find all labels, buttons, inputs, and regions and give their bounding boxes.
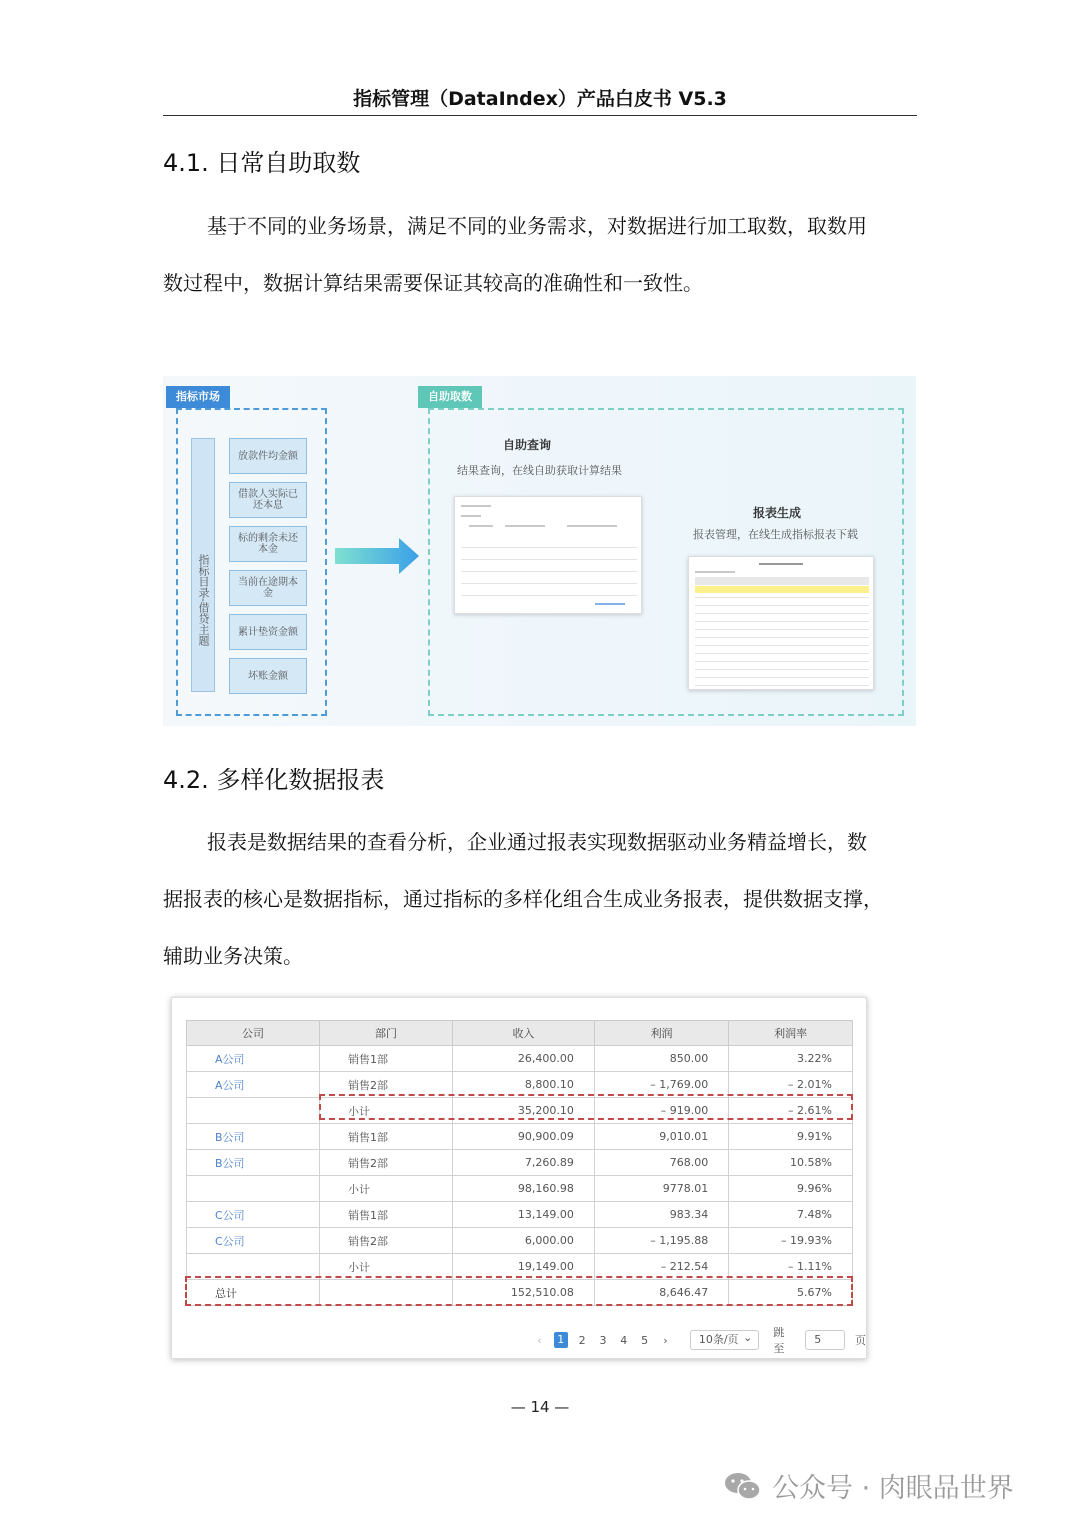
table-cell: 9778.01 xyxy=(594,1176,728,1202)
section-heading-4-1: 4.1. 日常自助取数 xyxy=(163,149,361,177)
table-cell: 35,200.10 xyxy=(453,1098,595,1124)
table-cell: 768.00 xyxy=(594,1150,728,1176)
market-tag: 指标市场 xyxy=(166,386,230,408)
table-cell: 销售2部 xyxy=(320,1228,453,1254)
table-cell: 销售1部 xyxy=(320,1202,453,1228)
table-cell: 3.22% xyxy=(729,1046,853,1072)
table-cell: – 1,769.00 xyxy=(594,1072,728,1098)
page-button-3[interactable]: 3 xyxy=(599,1333,607,1347)
para-line: 基于不同的业务场景，满足不同的业务需求，对数据进行加工取数，取数用 xyxy=(207,214,867,238)
wechat-icon xyxy=(724,1471,762,1501)
section-4-2-paragraph xyxy=(163,814,917,985)
para-line: 数过程中，数据计算结果需要保证其较高的准确性和一致性。 xyxy=(163,271,703,295)
total-highlight-box xyxy=(185,1276,853,1306)
page-button-5[interactable]: 5 xyxy=(641,1333,649,1347)
metric-box: 放款件均金额 xyxy=(229,438,307,474)
jump-page-input[interactable]: 5 xyxy=(805,1330,845,1350)
table-cell: 19,149.00 xyxy=(453,1254,595,1280)
para-line: 辅助业务决策。 xyxy=(163,944,303,968)
table-cell: 小计 xyxy=(320,1176,453,1202)
table-cell: 983.34 xyxy=(594,1202,728,1228)
table-cell: 90,900.09 xyxy=(453,1124,595,1150)
page-size-select[interactable]: 10条/页 ⌄ xyxy=(690,1330,760,1350)
table-cell xyxy=(187,1098,320,1124)
column-header: 公司 xyxy=(187,1021,320,1046)
table-cell: – 1,195.88 xyxy=(594,1228,728,1254)
table-cell: 5.67% xyxy=(729,1280,853,1306)
table-cell: – 919.00 xyxy=(594,1098,728,1124)
table-cell: C公司 xyxy=(187,1228,320,1254)
table-cell: 6,000.00 xyxy=(453,1228,595,1254)
table-cell: 9.96% xyxy=(729,1176,853,1202)
table-cell: – 2.01% xyxy=(729,1072,853,1098)
table-cell: 152,510.08 xyxy=(453,1280,595,1306)
table-cell: – 212.54 xyxy=(594,1254,728,1280)
table-cell: 8,800.10 xyxy=(453,1072,595,1098)
jump-label: 跳至 xyxy=(773,1326,785,1355)
page-button-4[interactable]: 4 xyxy=(620,1333,628,1347)
table-cell: 小计 xyxy=(320,1098,453,1124)
header-divider xyxy=(163,115,917,116)
table-cell: 7.48% xyxy=(729,1202,853,1228)
table-cell xyxy=(187,1176,320,1202)
query-screenshot-thumbnail xyxy=(454,496,642,614)
report-desc: 报表管理，在线生成指标报表下载 xyxy=(693,528,858,541)
table-cell: B公司 xyxy=(187,1124,320,1150)
right-arrow-icon xyxy=(335,538,419,574)
page-button-1[interactable]: 1 xyxy=(554,1332,568,1348)
subtotal-highlight-box xyxy=(319,1094,853,1120)
table-header-row xyxy=(187,1021,853,1046)
table-cell: – 1.11% xyxy=(729,1254,853,1280)
watermark xyxy=(724,1466,1014,1505)
report-title: 报表生成 xyxy=(753,506,802,520)
para-line: 据报表的核心是数据指标，通过指标的多样化组合生成业务报表，提供数据支撑， xyxy=(163,887,883,911)
metric-box: 借款人实际已还本息 xyxy=(229,482,307,518)
table-row xyxy=(187,1124,853,1150)
table-cell: 9.91% xyxy=(729,1124,853,1150)
table-row xyxy=(187,1176,853,1202)
table-cell: C公司 xyxy=(187,1202,320,1228)
page-suffix: 页 xyxy=(854,1334,866,1347)
column-header: 部门 xyxy=(320,1021,453,1046)
metric-box: 标的剩余未还本金 xyxy=(229,526,307,562)
metric-box: 累计垫资金额 xyxy=(229,614,307,650)
table-cell: 7,260.89 xyxy=(453,1150,595,1176)
catalog-label: 指标目录-借贷主题 xyxy=(191,438,215,692)
table-cell: 850.00 xyxy=(594,1046,728,1072)
watermark-text: 公众号 · 肉眼品世界 xyxy=(772,1473,1014,1504)
page-button-2[interactable]: 2 xyxy=(578,1333,586,1347)
self-service-query-figure xyxy=(163,376,916,726)
column-header: 收入 xyxy=(453,1021,595,1046)
page-number: — 14 — xyxy=(510,1398,570,1416)
metric-box: 坏账金额 xyxy=(229,658,307,694)
query-desc: 结果查询，在线自助获取计算结果 xyxy=(457,464,622,477)
table-cell: 9,010.01 xyxy=(594,1124,728,1150)
prev-page-icon[interactable]: ‹ xyxy=(537,1333,542,1347)
column-header: 利润 xyxy=(594,1021,728,1046)
table-cell: 98,160.98 xyxy=(453,1176,595,1202)
report-screenshot-thumbnail xyxy=(688,556,874,690)
next-page-icon[interactable]: › xyxy=(663,1333,668,1347)
table-cell: 小计 xyxy=(320,1254,453,1280)
table-row xyxy=(187,1202,853,1228)
report-table-figure xyxy=(171,997,867,1359)
table-cell: 10.58% xyxy=(729,1150,853,1176)
table-cell: 销售1部 xyxy=(320,1046,453,1072)
table-cell: B公司 xyxy=(187,1150,320,1176)
section-4-1-paragraph xyxy=(163,198,917,312)
table-cell: 8,646.47 xyxy=(594,1280,728,1306)
table-cell: 总计 xyxy=(187,1280,320,1306)
pagination xyxy=(529,1324,866,1356)
table-cell: 销售2部 xyxy=(320,1072,453,1098)
table-cell: 销售2部 xyxy=(320,1150,453,1176)
table-row xyxy=(187,1046,853,1072)
table-cell: 26,400.00 xyxy=(453,1046,595,1072)
table-cell: A公司 xyxy=(187,1046,320,1072)
metric-box: 当前在途期本金 xyxy=(229,570,307,606)
table-row xyxy=(187,1228,853,1254)
table-row xyxy=(187,1150,853,1176)
table-cell: – 19.93% xyxy=(729,1228,853,1254)
query-title: 自助查询 xyxy=(503,438,552,452)
self-service-tag: 自助取数 xyxy=(418,386,482,408)
table-cell: 销售1部 xyxy=(320,1124,453,1150)
para-line: 报表是数据结果的查看分析，企业通过报表实现数据驱动业务精益增长，数 xyxy=(207,830,867,854)
column-header: 利润率 xyxy=(729,1021,853,1046)
table-cell: – 2.61% xyxy=(729,1098,853,1124)
table-cell: A公司 xyxy=(187,1072,320,1098)
table-cell: 13,149.00 xyxy=(453,1202,595,1228)
report-table xyxy=(186,1020,853,1306)
section-heading-4-2: 4.2. 多样化数据报表 xyxy=(163,766,385,794)
document-header-title: 指标管理（DataIndex）产品白皮书 V5.3 xyxy=(353,88,727,110)
